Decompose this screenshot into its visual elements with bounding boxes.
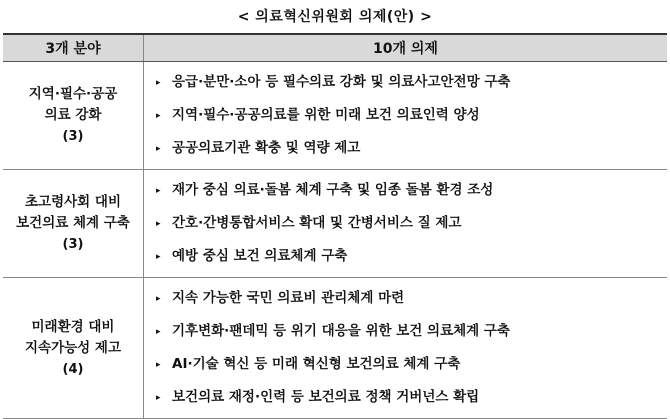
category-row xyxy=(3,170,667,278)
category-count: (3) xyxy=(62,237,84,252)
agenda-item xyxy=(156,99,667,132)
agenda-list xyxy=(144,62,667,169)
agenda-list xyxy=(144,278,667,418)
category-name-line2: 의료 강화 xyxy=(44,107,102,123)
agenda-item-text: 재가 중심 의료·돌봄 체계 구축 및 임종 돌봄 환경 조성 xyxy=(172,182,494,198)
category-count: (3) xyxy=(62,129,84,144)
category-name-line1: 초고령사회 대비 xyxy=(25,194,121,210)
category-cell xyxy=(3,170,144,278)
page-title: < 의료혁신위원회 의제(안) > xyxy=(237,9,433,25)
bullet-icon: ▸ xyxy=(156,186,161,196)
category-cell xyxy=(3,62,144,170)
bullet-icon: ▸ xyxy=(156,327,161,337)
category-row xyxy=(3,278,667,419)
category-name-line2: 지속가능성 제고 xyxy=(25,339,121,356)
agenda-item-text: 간호·간병통합서비스 확대 및 간병서비스 질 제고 xyxy=(172,215,462,231)
agenda-item xyxy=(156,348,667,381)
category-count: (4) xyxy=(62,361,84,377)
agenda-item xyxy=(156,66,667,99)
bullet-icon: ▸ xyxy=(156,252,161,262)
agenda-item xyxy=(156,315,667,348)
agenda-item xyxy=(156,282,667,315)
agenda-item-text: 보건의료 재정·인력 등 보건의료 정책 거버넌스 확립 xyxy=(172,389,480,405)
agenda-item xyxy=(156,207,667,240)
agenda-item xyxy=(156,240,667,273)
agenda-item-text: 공공의료기관 확충 및 역량 제고 xyxy=(172,140,361,156)
agenda-item-text: 응급·분만·소아 등 필수의료 강화 및 의료사고안전망 구축 xyxy=(172,74,511,90)
bullet-icon: ▸ xyxy=(156,78,161,88)
agenda-item-text: 지속 가능한 국민 의료비 관리체계 마련 xyxy=(172,290,405,306)
bullet-icon: ▸ xyxy=(156,294,161,304)
bullet-icon: ▸ xyxy=(156,393,161,403)
category-cell xyxy=(3,278,144,419)
category-name-line1: 미래환경 대비 xyxy=(31,318,115,335)
agenda-cell xyxy=(144,278,668,419)
bullet-icon: ▸ xyxy=(156,144,161,154)
bullet-icon: ▸ xyxy=(156,360,161,370)
category-header: 3개 분야 xyxy=(3,34,144,62)
agenda-item-text: 지역·필수·공공의료를 위한 미래 보건 의료인력 양성 xyxy=(172,107,480,123)
agenda-item xyxy=(156,132,667,165)
agenda-cell xyxy=(144,62,668,170)
category-name-line1: 지역·필수·공공 xyxy=(28,86,118,102)
bullet-icon: ▸ xyxy=(156,219,161,229)
agenda-cell xyxy=(144,170,668,278)
header-row xyxy=(3,34,667,62)
agenda-header: 10개 의제 xyxy=(144,34,668,62)
agenda-table xyxy=(3,33,667,419)
category-row xyxy=(3,62,667,170)
agenda-item xyxy=(156,381,667,414)
agenda-item-text: 기후변화·팬데믹 등 위기 대응을 위한 보건 의료체계 구축 xyxy=(172,323,510,339)
agenda-item xyxy=(156,174,667,207)
agenda-list xyxy=(144,170,667,277)
agenda-item-text: AI·기술 혁신 등 미래 혁신형 보건의료 체계 구축 xyxy=(172,356,461,372)
category-name-line2: 보건의료 체계 구축 xyxy=(16,215,130,231)
agenda-item-text: 예방 중심 보건 의료체계 구축 xyxy=(172,248,348,264)
bullet-icon: ▸ xyxy=(156,111,161,121)
